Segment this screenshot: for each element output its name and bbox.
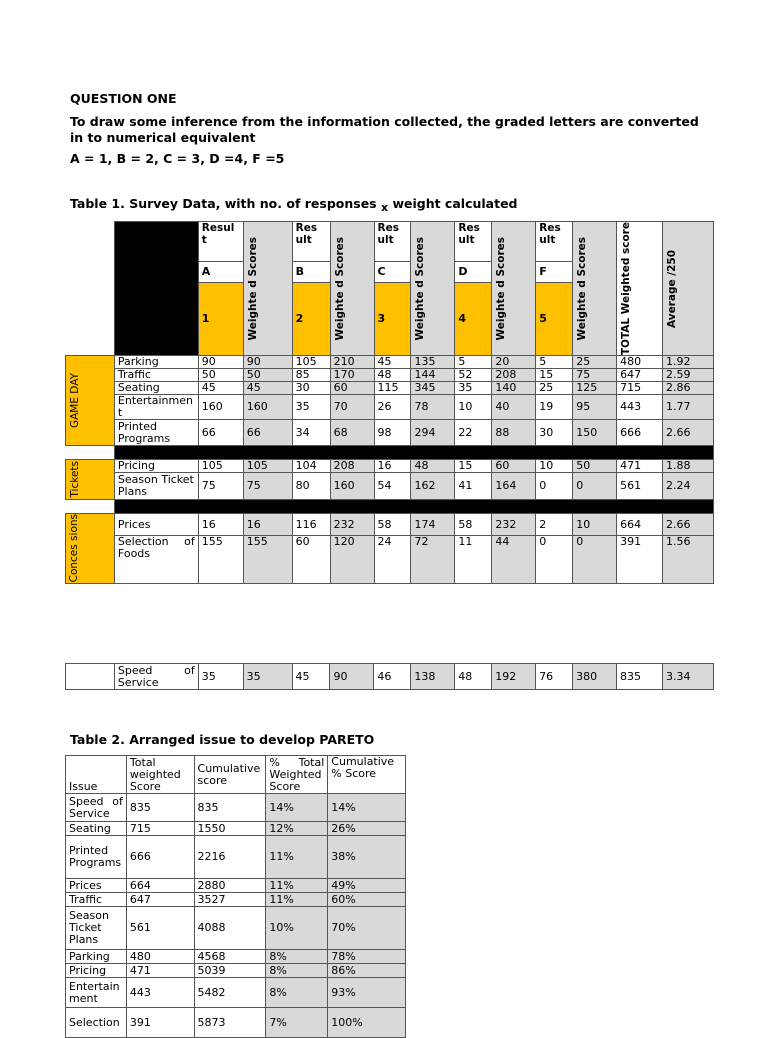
cell: 26: [374, 395, 411, 420]
cell: 35: [198, 664, 243, 690]
cell: 116: [292, 514, 330, 536]
cell: 8%: [266, 978, 328, 1008]
table1-caption-start: Table 1. Survey Data, with no. of responses: [70, 196, 377, 211]
cell: 835: [126, 794, 194, 822]
row-label: Prices: [114, 514, 198, 536]
separator-row: [66, 446, 714, 460]
cell: 835: [194, 794, 266, 822]
letter-d: D: [455, 261, 492, 282]
cell: 15: [536, 369, 573, 382]
cell: 4088: [194, 907, 266, 950]
table-row: [66, 395, 714, 420]
blank-cell: [66, 446, 115, 460]
cell: 2880: [194, 879, 266, 893]
cell: 34: [292, 420, 330, 446]
group-tickets: Tickets: [66, 460, 115, 500]
weighted-c-header: Weighte d Scores: [411, 222, 455, 356]
cell: 104: [292, 460, 330, 473]
cell: 105: [198, 460, 243, 473]
cell: 391: [126, 1008, 194, 1038]
cell: Season Ticket Plans: [66, 907, 127, 950]
table-row: [66, 907, 406, 950]
cell: 174: [411, 514, 455, 536]
cell: 155: [243, 536, 292, 583]
cell: Speed of Service: [66, 794, 127, 822]
cell: Pricing: [66, 964, 127, 978]
letter-c: C: [374, 261, 411, 282]
cell: 14%: [328, 794, 406, 822]
cell: 60: [330, 382, 374, 395]
letter-b: B: [292, 261, 330, 282]
cell: 35: [292, 395, 330, 420]
row-label: Speed of Service: [114, 664, 198, 690]
cell: 7%: [266, 1008, 328, 1038]
cell: 12%: [266, 822, 328, 836]
cell: 93%: [328, 978, 406, 1008]
cell: 11%: [266, 879, 328, 893]
row-label: Selection of Foods: [114, 536, 198, 583]
cell: 45: [198, 382, 243, 395]
table1-caption-end: weight calculated: [392, 196, 518, 211]
cell: 75: [198, 473, 243, 500]
cell: 45: [374, 356, 411, 369]
cell: 480: [126, 950, 194, 964]
cell: 86%: [328, 964, 406, 978]
cell: 66: [243, 420, 292, 446]
cell: 666: [617, 420, 663, 446]
cell: 715: [126, 822, 194, 836]
result-c-label: Res ult: [374, 222, 411, 262]
cell: 25: [573, 356, 617, 369]
cell: 90: [330, 664, 374, 690]
cell: 105: [243, 460, 292, 473]
black-header-cell: [114, 222, 198, 356]
cell: 138: [411, 664, 455, 690]
cell: 30: [536, 420, 573, 446]
table-row: [66, 822, 406, 836]
cell: 48: [455, 664, 492, 690]
pareto-table: [65, 755, 406, 1038]
cell: 20: [492, 356, 536, 369]
cell: 90: [243, 356, 292, 369]
weight-2: 2: [292, 282, 330, 355]
question-title: QUESTION ONE: [70, 91, 177, 106]
cell: 11%: [266, 836, 328, 879]
cell: 160: [330, 473, 374, 500]
cell: 54: [374, 473, 411, 500]
cell: 48: [411, 460, 455, 473]
cell: 50: [573, 460, 617, 473]
cell: 8%: [266, 964, 328, 978]
cell: 471: [126, 964, 194, 978]
cell: Entertainment: [66, 978, 127, 1008]
cell: 2.24: [663, 473, 714, 500]
cell: 115: [374, 382, 411, 395]
cell: 78: [411, 395, 455, 420]
weighted-a-header: Weighte d Scores: [243, 222, 292, 356]
group-concessions: Conces sions: [66, 514, 115, 583]
cell: 90: [198, 356, 243, 369]
total-weighted-header: TOTAL Weighted score: [617, 222, 663, 356]
cell: 561: [126, 907, 194, 950]
row-label: Printed Programs: [114, 420, 198, 446]
header-pct-total: % Total Weighted Score: [266, 756, 328, 794]
cell: 5873: [194, 1008, 266, 1038]
blank-cell: [66, 500, 115, 514]
table-row: [66, 420, 714, 446]
cell: Seating: [66, 822, 127, 836]
table-row: [66, 460, 714, 473]
row-label: Entertainment: [114, 395, 198, 420]
cell: 480: [617, 356, 663, 369]
cell: 294: [411, 420, 455, 446]
survey-table-continued: [65, 663, 714, 690]
cell: 41: [455, 473, 492, 500]
cell: 2.66: [663, 420, 714, 446]
table-row: [66, 473, 714, 500]
cell: 443: [126, 978, 194, 1008]
row-label: Season Ticket Plans: [114, 473, 198, 500]
cell: Parking: [66, 950, 127, 964]
cell: Traffic: [66, 893, 127, 907]
cell: 210: [330, 356, 374, 369]
cell: 4568: [194, 950, 266, 964]
table1-caption: [70, 196, 518, 213]
grade-mapping: A = 1, B = 2, C = 3, D =4, F =5: [70, 151, 285, 166]
weighted-f-header: Weighte d Scores: [573, 222, 617, 356]
row-label: Pricing: [114, 460, 198, 473]
cell: 664: [617, 514, 663, 536]
cell: 50: [198, 369, 243, 382]
table-row: [66, 950, 406, 964]
cell: 30: [292, 382, 330, 395]
header-issue: Issue: [66, 756, 127, 794]
cell: 2.86: [663, 382, 714, 395]
cell: 5482: [194, 978, 266, 1008]
cell: 0: [573, 536, 617, 583]
cell: 192: [492, 664, 536, 690]
group-game-day: GAME DAY: [66, 356, 115, 446]
cell: Selection: [66, 1008, 127, 1038]
cell: 45: [243, 382, 292, 395]
cell: 140: [492, 382, 536, 395]
cell: 25: [536, 382, 573, 395]
cell: 647: [126, 893, 194, 907]
cell: 58: [455, 514, 492, 536]
header-cumulative-pct: Cumulative % Score: [328, 756, 406, 794]
table-row: [66, 836, 406, 879]
cell: 835: [617, 664, 663, 690]
cell: 0: [536, 473, 573, 500]
cell: 11: [455, 536, 492, 583]
cell: 2216: [194, 836, 266, 879]
cell: 50: [243, 369, 292, 382]
cell: 88: [492, 420, 536, 446]
table-row: [66, 794, 406, 822]
cell: 80: [292, 473, 330, 500]
cell: 60: [492, 460, 536, 473]
separator-row: [66, 500, 714, 514]
cell: 2.59: [663, 369, 714, 382]
cell: 391: [617, 536, 663, 583]
cell: 443: [617, 395, 663, 420]
table-row: [66, 382, 714, 395]
cell: 208: [492, 369, 536, 382]
cell: 3527: [194, 893, 266, 907]
row-label: Traffic: [114, 369, 198, 382]
cell: 135: [411, 356, 455, 369]
cell: 208: [330, 460, 374, 473]
cell: 98: [374, 420, 411, 446]
cell: 8%: [266, 950, 328, 964]
cell: 49%: [328, 879, 406, 893]
cell: 144: [411, 369, 455, 382]
cell: 1.77: [663, 395, 714, 420]
cell: 162: [411, 473, 455, 500]
cell: 0: [536, 536, 573, 583]
cell: 75: [573, 369, 617, 382]
cell: 95: [573, 395, 617, 420]
letter-f: F: [536, 261, 573, 282]
cell: 24: [374, 536, 411, 583]
cell: 715: [617, 382, 663, 395]
average-header: Average /250: [663, 222, 714, 356]
cell: 78%: [328, 950, 406, 964]
cell: 19: [536, 395, 573, 420]
cell: 380: [573, 664, 617, 690]
cell: 561: [617, 473, 663, 500]
cell: 45: [292, 664, 330, 690]
cell: 15: [455, 460, 492, 473]
cell: Printed Programs: [66, 836, 127, 879]
cell: 58: [374, 514, 411, 536]
cell: 16: [374, 460, 411, 473]
cell: 38%: [328, 836, 406, 879]
letter-a: A: [198, 261, 243, 282]
row-label: Seating: [114, 382, 198, 395]
cell: 1.56: [663, 536, 714, 583]
cell: 10: [573, 514, 617, 536]
table-row: [66, 356, 714, 369]
cell: 2.66: [663, 514, 714, 536]
cell: 150: [573, 420, 617, 446]
cell: 471: [617, 460, 663, 473]
cell: 120: [330, 536, 374, 583]
cell: 1550: [194, 822, 266, 836]
table-row: [66, 1008, 406, 1038]
table-row: [66, 514, 714, 536]
cell: 1.92: [663, 356, 714, 369]
table2-caption: Table 2. Arranged issue to develop PARETO: [70, 732, 375, 747]
cell: 3.34: [662, 664, 713, 690]
cell: 76: [536, 664, 573, 690]
cell: 70%: [328, 907, 406, 950]
intro-paragraph: To draw some inference from the information collected, the graded letters are converted in to numerical equivalent: [70, 114, 699, 145]
header-total-weighted: Total weighted Score: [126, 756, 194, 794]
table-row: [66, 978, 406, 1008]
weighted-b-header: Weighte d Scores: [330, 222, 374, 356]
cell: 35: [243, 664, 292, 690]
cell: 70: [330, 395, 374, 420]
cell: 664: [126, 879, 194, 893]
cell: 26%: [328, 822, 406, 836]
weight-4: 4: [455, 282, 492, 355]
cell: 48: [374, 369, 411, 382]
cell: 1.88: [663, 460, 714, 473]
cell: 11%: [266, 893, 328, 907]
cell: 16: [243, 514, 292, 536]
cell: 44: [492, 536, 536, 583]
cell: 10: [536, 460, 573, 473]
table1-caption-x: x: [380, 201, 389, 214]
cell: 5: [536, 356, 573, 369]
row-label: Parking: [114, 356, 198, 369]
cell: 85: [292, 369, 330, 382]
cell: 666: [126, 836, 194, 879]
table-row: [66, 893, 406, 907]
blank-corner: [66, 222, 115, 356]
table-row: [66, 536, 714, 583]
result-a-label: Resul t: [198, 222, 243, 262]
cell: 22: [455, 420, 492, 446]
cell: 66: [198, 420, 243, 446]
cell: 164: [492, 473, 536, 500]
cell: 35: [455, 382, 492, 395]
cell: 647: [617, 369, 663, 382]
table-row: [66, 369, 714, 382]
cell: 60%: [328, 893, 406, 907]
result-b-label: Res ult: [292, 222, 330, 262]
result-f-label: Res ult: [536, 222, 573, 262]
cell: 10: [455, 395, 492, 420]
survey-table: [65, 221, 714, 584]
cell: 125: [573, 382, 617, 395]
cell: 170: [330, 369, 374, 382]
weight-5: 5: [536, 282, 573, 355]
cell: 10%: [266, 907, 328, 950]
table-header-row: [66, 756, 406, 794]
weight-1: 1: [198, 282, 243, 355]
cell: 5: [455, 356, 492, 369]
cell: 5039: [194, 964, 266, 978]
cell: 46: [374, 664, 411, 690]
table-row: [66, 664, 714, 690]
cell: 14%: [266, 794, 328, 822]
black-separator: [114, 500, 713, 514]
cell: 160: [243, 395, 292, 420]
cell: 160: [198, 395, 243, 420]
cell: 40: [492, 395, 536, 420]
table-row: [66, 879, 406, 893]
cell: 75: [243, 473, 292, 500]
cell: 52: [455, 369, 492, 382]
cell: 2: [536, 514, 573, 536]
cell: Prices: [66, 879, 127, 893]
black-separator: [114, 446, 713, 460]
cell: 232: [330, 514, 374, 536]
header-cumulative-score: Cumulative score: [194, 756, 266, 794]
cell: 345: [411, 382, 455, 395]
blank-cell: [66, 664, 115, 690]
cell: 232: [492, 514, 536, 536]
cell: 16: [198, 514, 243, 536]
weighted-d-header: Weighte d Scores: [492, 222, 536, 356]
weight-3: 3: [374, 282, 411, 355]
cell: 68: [330, 420, 374, 446]
cell: 105: [292, 356, 330, 369]
cell: 155: [198, 536, 243, 583]
cell: 60: [292, 536, 330, 583]
table-row: [66, 964, 406, 978]
cell: 100%: [328, 1008, 406, 1038]
result-d-label: Res ult: [455, 222, 492, 262]
cell: 72: [411, 536, 455, 583]
cell: 0: [573, 473, 617, 500]
